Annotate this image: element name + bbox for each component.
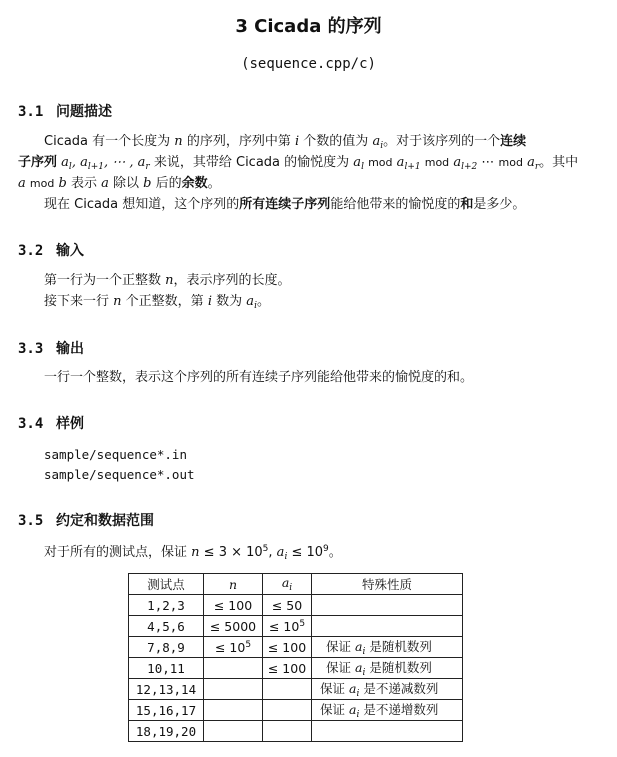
header-special: 特殊性质 xyxy=(312,574,463,595)
cell-ai xyxy=(263,700,312,721)
cell-special: 保证 $a_i$ 是不递增数列 xyxy=(312,700,463,721)
section-heading-constraints: 3.5 约定和数据范围 xyxy=(18,513,154,529)
cell-ai: ≤ 50 xyxy=(263,595,312,616)
cell-special xyxy=(312,616,463,637)
section-heading-input: 3.2 输入 xyxy=(18,243,84,259)
sample-in-file: sample/sequence*.in xyxy=(44,447,187,462)
table-row xyxy=(129,595,463,616)
section-heading-samples: 3.4 样例 xyxy=(18,416,84,432)
input-line-1: 第一行为一个正整数 n，表示序列的长度。 xyxy=(44,273,291,288)
table-row xyxy=(129,679,463,700)
cell-testcase: 1,2,3 xyxy=(129,595,204,616)
constraints-table xyxy=(128,573,463,742)
input-line-2: 接下来一行 n 个正整数，第 i 数为 $a_i$。 xyxy=(44,294,270,311)
page-subtitle: (sequence.cpp/c) xyxy=(241,56,376,72)
section-heading-output: 3.3 输出 xyxy=(18,341,84,357)
cell-n: ≤ 100 xyxy=(204,595,263,616)
table-row xyxy=(129,721,463,742)
table-row xyxy=(129,658,463,679)
cell-special: 保证 $a_i$ 是随机数列 xyxy=(312,637,463,658)
cell-special: 保证 $a_i$ 是随机数列 xyxy=(312,658,463,679)
cell-testcase: 4,5,6 xyxy=(129,616,204,637)
sample-out-file: sample/sequence*.out xyxy=(44,467,195,482)
cell-n xyxy=(204,679,263,700)
cell-testcase: 7,8,9 xyxy=(129,637,204,658)
cell-ai: ≤ 100 xyxy=(263,658,312,679)
description-line-1: Cicada 有一个长度为 n 的序列，序列中第 i 个数的值为 $a_i$。对于该序列的一个连续 xyxy=(44,134,527,151)
cell-testcase: 18,19,20 xyxy=(129,721,204,742)
cell-n xyxy=(204,721,263,742)
cell-testcase: 12,13,14 xyxy=(129,679,204,700)
cell-n xyxy=(204,700,263,721)
output-line-1: 一行一个整数，表示这个序列的所有连续子序列能给他带来的愉悦度的和。 xyxy=(44,370,474,385)
description-line-3: a mod b 表示 a 除以 b 后的余数。 xyxy=(18,176,221,191)
cell-ai xyxy=(263,721,312,742)
description-line-4: 现在 Cicada 想知道，这个序列的所有连续子序列能给他带来的愉悦度的和是多少。 xyxy=(44,197,526,212)
cell-special xyxy=(312,721,463,742)
cell-ai: ≤ 100 xyxy=(263,637,312,658)
header-n: n xyxy=(204,574,263,595)
header-ai: $a_i$ xyxy=(263,574,312,595)
cell-special xyxy=(312,595,463,616)
constraints-line: 对于所有的测试点，保证 $n \le 3 \times 10^5$, $a_i \le 10^9$。 xyxy=(44,544,342,562)
section-heading-description: 3.1 问题描述 xyxy=(18,104,112,120)
cell-testcase: 10,11 xyxy=(129,658,204,679)
table-row xyxy=(129,616,463,637)
cell-n: ≤ 5000 xyxy=(204,616,263,637)
table-row xyxy=(129,637,463,658)
page-title: 3 Cicada 的序列 xyxy=(235,16,382,37)
table-row xyxy=(129,700,463,721)
description-line-2: 子序列 $a_l$, $a_{l+1}$, ⋯ , $a_r$ 来说，其带给 Cicada 的愉悦度为 $a_l$ mod $a_{l+1}$ mod $a_{l+2}$ ⋯ mod $a_r$。其中 xyxy=(18,155,579,172)
cell-testcase: 15,16,17 xyxy=(129,700,204,721)
cell-n: ≤ $10^5$ xyxy=(204,637,263,658)
cell-special: 保证 $a_i$ 是不递减数列 xyxy=(312,679,463,700)
cell-ai xyxy=(263,679,312,700)
cell-ai: ≤ $10^5$ xyxy=(263,616,312,637)
header-testcase: 测试点 xyxy=(129,574,204,595)
cell-n xyxy=(204,658,263,679)
table-header-row xyxy=(129,574,463,595)
